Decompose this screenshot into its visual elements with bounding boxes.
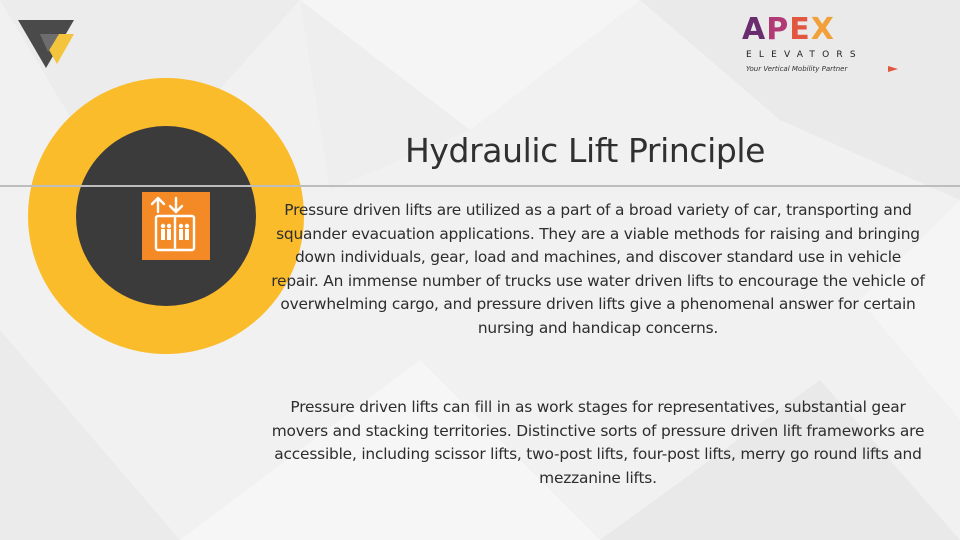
elevator-icon bbox=[142, 192, 210, 260]
body-paragraph-2: Pressure driven lifts can fill in as work stages for representatives, substantial gear movers and stacking territories. Distinctive sorts of pressure driven lift frameworks are accessible, including scissor lifts, two-post lifts, four-post lifts, merry go round lifts and mezzanine lifts. bbox=[271, 398, 925, 487]
logo-tagline: Your Vertical Mobility Partner bbox=[746, 65, 848, 73]
logo-wordmark bbox=[742, 14, 835, 46]
logo-letter-p: P bbox=[766, 12, 790, 47]
body-paragraph-1: Pressure driven lifts are utilized as a part of a broad variety of car, transporting and squander evacuation applications. They are a viable methods for raising and bringing down individuals, gear, load and machines, and discover standard use in vehicle repair. An immense number of trucks use water driven lifts to encourage the vehicle of overwhelming cargo, and pressure driven lifts give a phenomenal answer for certain nursing and handicap concerns. bbox=[271, 201, 925, 337]
logo-subtitle: ELEVATORS bbox=[746, 50, 863, 60]
slide-title: Hydraulic Lift Principle bbox=[405, 131, 766, 170]
logo-letter-x: X bbox=[810, 12, 835, 47]
feature-circle-inner bbox=[76, 126, 256, 306]
logo-letter-a: A bbox=[742, 12, 767, 47]
logo-letter-e: E bbox=[789, 12, 811, 47]
apex-elevators-logo bbox=[742, 14, 902, 78]
triangle-logo-icon bbox=[18, 20, 74, 68]
feature-circle bbox=[28, 78, 304, 354]
title-divider bbox=[0, 185, 960, 187]
arrow-right-icon bbox=[888, 66, 898, 72]
